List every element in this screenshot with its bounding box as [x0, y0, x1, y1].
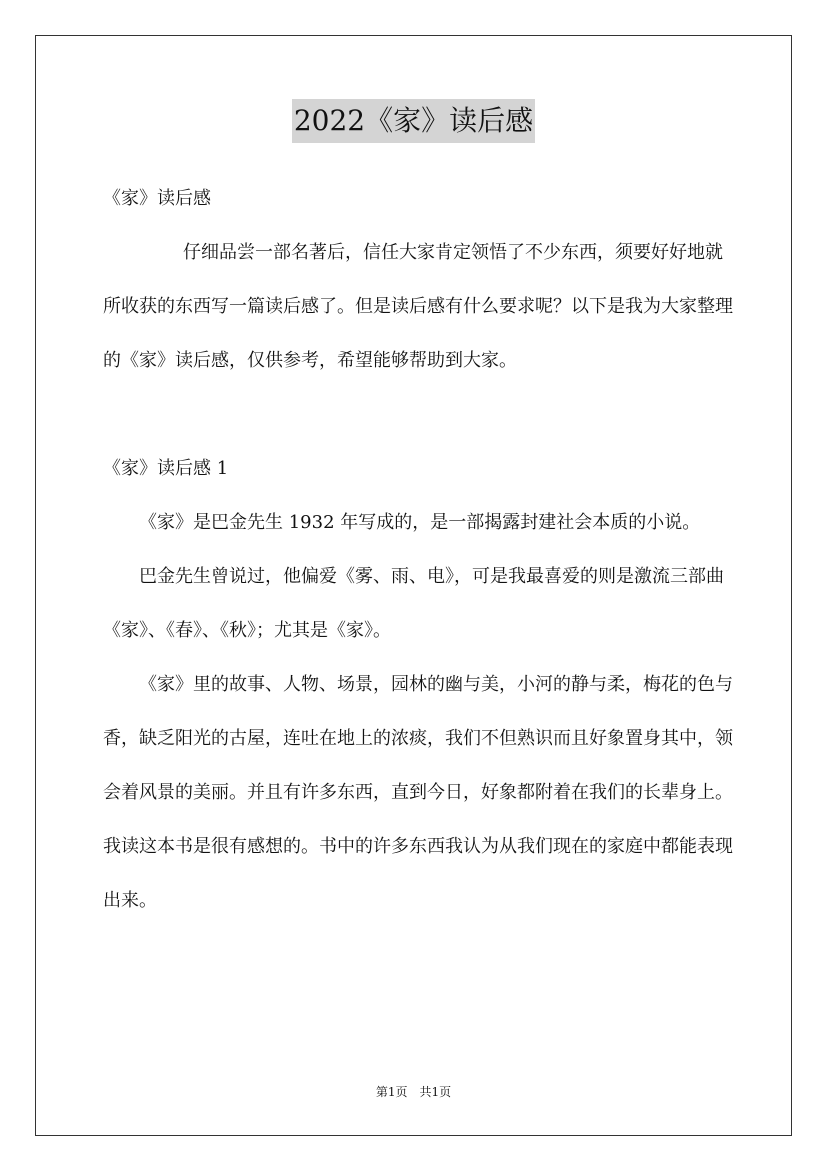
- title-container: [0, 99, 827, 143]
- body-paragraph: 巴金先生曾说过，他偏爱《雾、雨、电》，可是我最喜爱的则是激流三部曲《家》、《春》、《秋》；尤其是《家》。: [103, 566, 724, 641]
- document-title: 2022《家》读后感: [292, 99, 535, 143]
- section-heading: 《家》读后感 1: [103, 458, 229, 479]
- body-paragraph: 《家》是巴金先生 1932 年写成的，是一部揭露封建社会本质的小说。: [139, 512, 701, 533]
- body-paragraph: 《家》里的故事、人物、场景，园林的幽与美，小河的静与柔，梅花的色与香，缺乏阳光的古屋，连吐在地上的浓痰，我们不但熟识而且好象置身其中，领会着风景的美丽。并且有许多东西，直到今日，好象都附着在我们的长辈身上。我读这本书是很有感想的。书中的许多东西我认为从我们现在的家庭中都能表现出来。: [103, 674, 733, 911]
- intro-paragraph: 仔细品尝一部名著后，信任大家肯定领悟了不少东西，须要好好地就所收获的东西写一篇读后感了。但是读后感有什么要求呢？以下是我为大家整理的《家》读后感，仅供参考，希望能够帮助到大家。: [103, 242, 733, 371]
- page-footer: 第1页 共1页: [375, 1085, 452, 1099]
- section-heading: 《家》读后感: [103, 188, 211, 209]
- document-body: [103, 172, 733, 928]
